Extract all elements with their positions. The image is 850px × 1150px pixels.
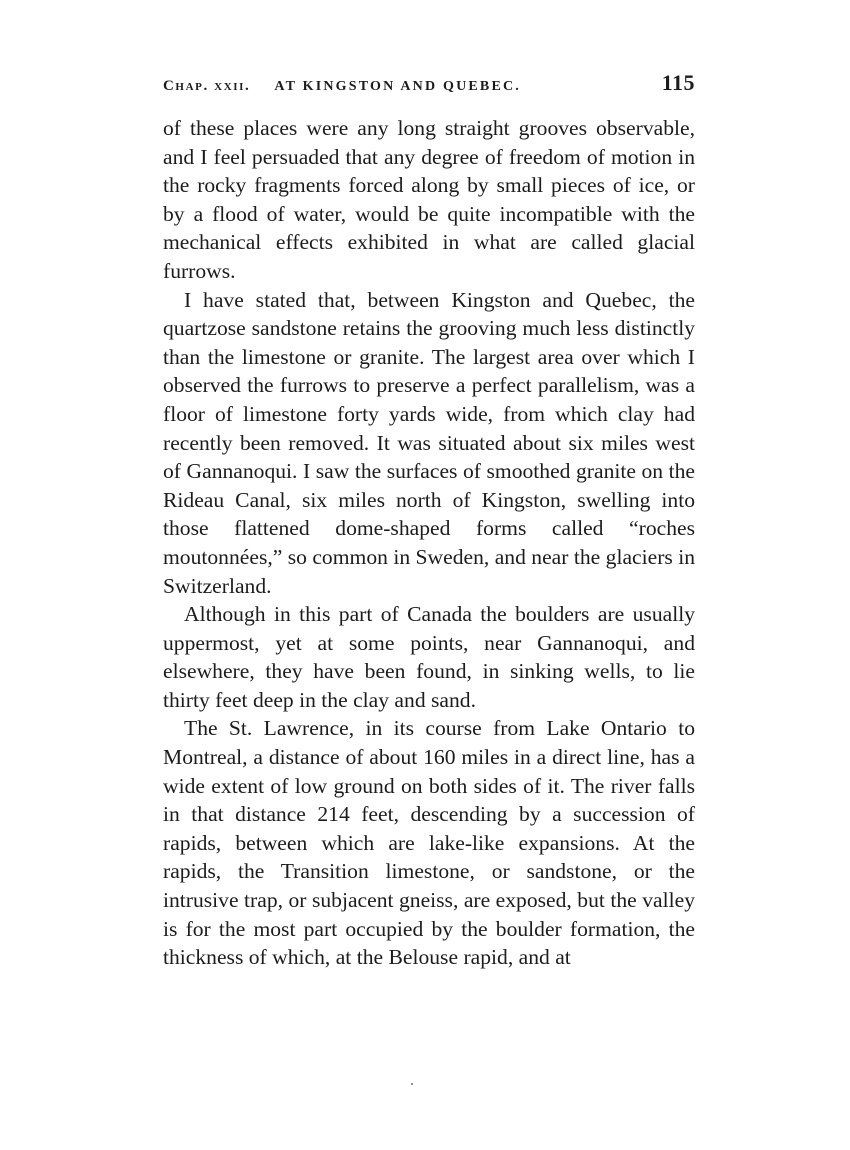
page-number: 115 [661,70,695,95]
running-head [163,70,695,104]
book-page [163,70,695,972]
paragraph: Although in this part of Canada the boulders are usually uppermost, yet at some points, near Gannanoqui, and elsewhere, they have been found, in sinking wells, to lie thirty feet deep in the clay and sand. [163,602,695,712]
paragraph: of these places were any long straight grooves observable, and I feel persuaded that any degree of freedom of motion in the rocky fragments forced along by small pieces of ice, or by a flood of water, would be quite incompatible with the mechanical effects exhibited in what are called glacial furrows. [163,116,695,283]
body-text [163,114,695,972]
chapter-label: Chap. xxii. [163,78,251,94]
paragraph: The St. Lawrence, in its course from Lake Ontario to Montreal, a distance of about 160 miles in a direct line, has a wide extent of low ground on both sides of it. The river falls in that distance 214 feet, descending by a succession of rapids, between which are lake-like expansions. At the rapids, the Transition limestone, or sandstone, or the intrusive trap, or subjacent gneiss, are exposed, but the valley is for the most part occupied by the boulder formation, the thickness of which, at the Belouse rapid, and at [163,716,695,970]
print-speck [411,1083,413,1085]
running-title: AT KINGSTON AND QUEBEC. [274,79,522,94]
paragraph: I have stated that, between Kingston and Quebec, the quartzose sandstone retains the grooving much less distinctly than the limestone or granite. The largest area over which I observed the furrows to preserve a perfect parallelism, was a floor of limestone forty yards wide, from which clay had recently been removed. It was situated about six miles west of Gannanoqui. I saw the surfaces of smoothed granite on the Rideau Canal, six miles north of Kingston, swelling into those flattened dome-shaped forms called “roches moutonnées,” so common in Sweden, and near the glaciers in Switzerland. [163,287,695,598]
